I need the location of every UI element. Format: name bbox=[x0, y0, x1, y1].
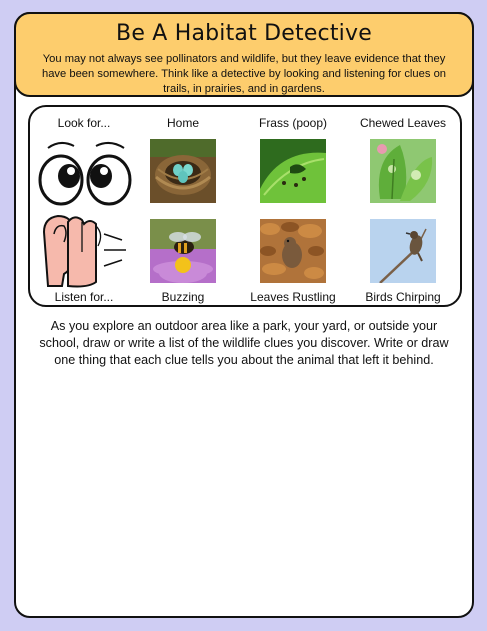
birds-chirping-label: Birds Chirping bbox=[365, 290, 441, 304]
home-label: Home bbox=[166, 116, 200, 130]
page-subtitle: You may not always see pollinators and wildlife, but they leave evidence that they have been somewhere. Think like a detective by looking and listening for clues on trails, in prairies, and in gardens. bbox=[41, 53, 447, 95]
chewed-leaves-label: Chewed Leaves bbox=[359, 116, 447, 130]
worksheet-page bbox=[14, 12, 474, 618]
chewed-leaves-photo bbox=[370, 139, 436, 203]
eyes-icon bbox=[38, 140, 132, 206]
instructions-text: As you explore an outdoor area like a park, your yard, or outside your school, draw or write a list of the wildlife clues you discover. Write or draw one thing that each clue tells you about the animal that left it behind. bbox=[39, 319, 449, 367]
header-banner bbox=[14, 12, 474, 97]
bird-on-branch-photo bbox=[370, 219, 436, 283]
ear-icon bbox=[38, 212, 132, 290]
squirrel-leaves-photo bbox=[260, 219, 326, 283]
frass-photo bbox=[260, 139, 326, 203]
leaves-rustling-label: Leaves Rustling bbox=[250, 290, 336, 304]
look-for-label: Look for... bbox=[57, 116, 111, 130]
page-title: Be A Habitat Detective bbox=[116, 21, 372, 46]
frass-label: Frass (poop) bbox=[258, 116, 328, 130]
buzzing-label: Buzzing bbox=[161, 290, 205, 304]
listen-for-label: Listen for... bbox=[54, 290, 114, 304]
bird-nest-photo bbox=[150, 139, 216, 203]
bee-on-flower-photo bbox=[150, 219, 216, 283]
